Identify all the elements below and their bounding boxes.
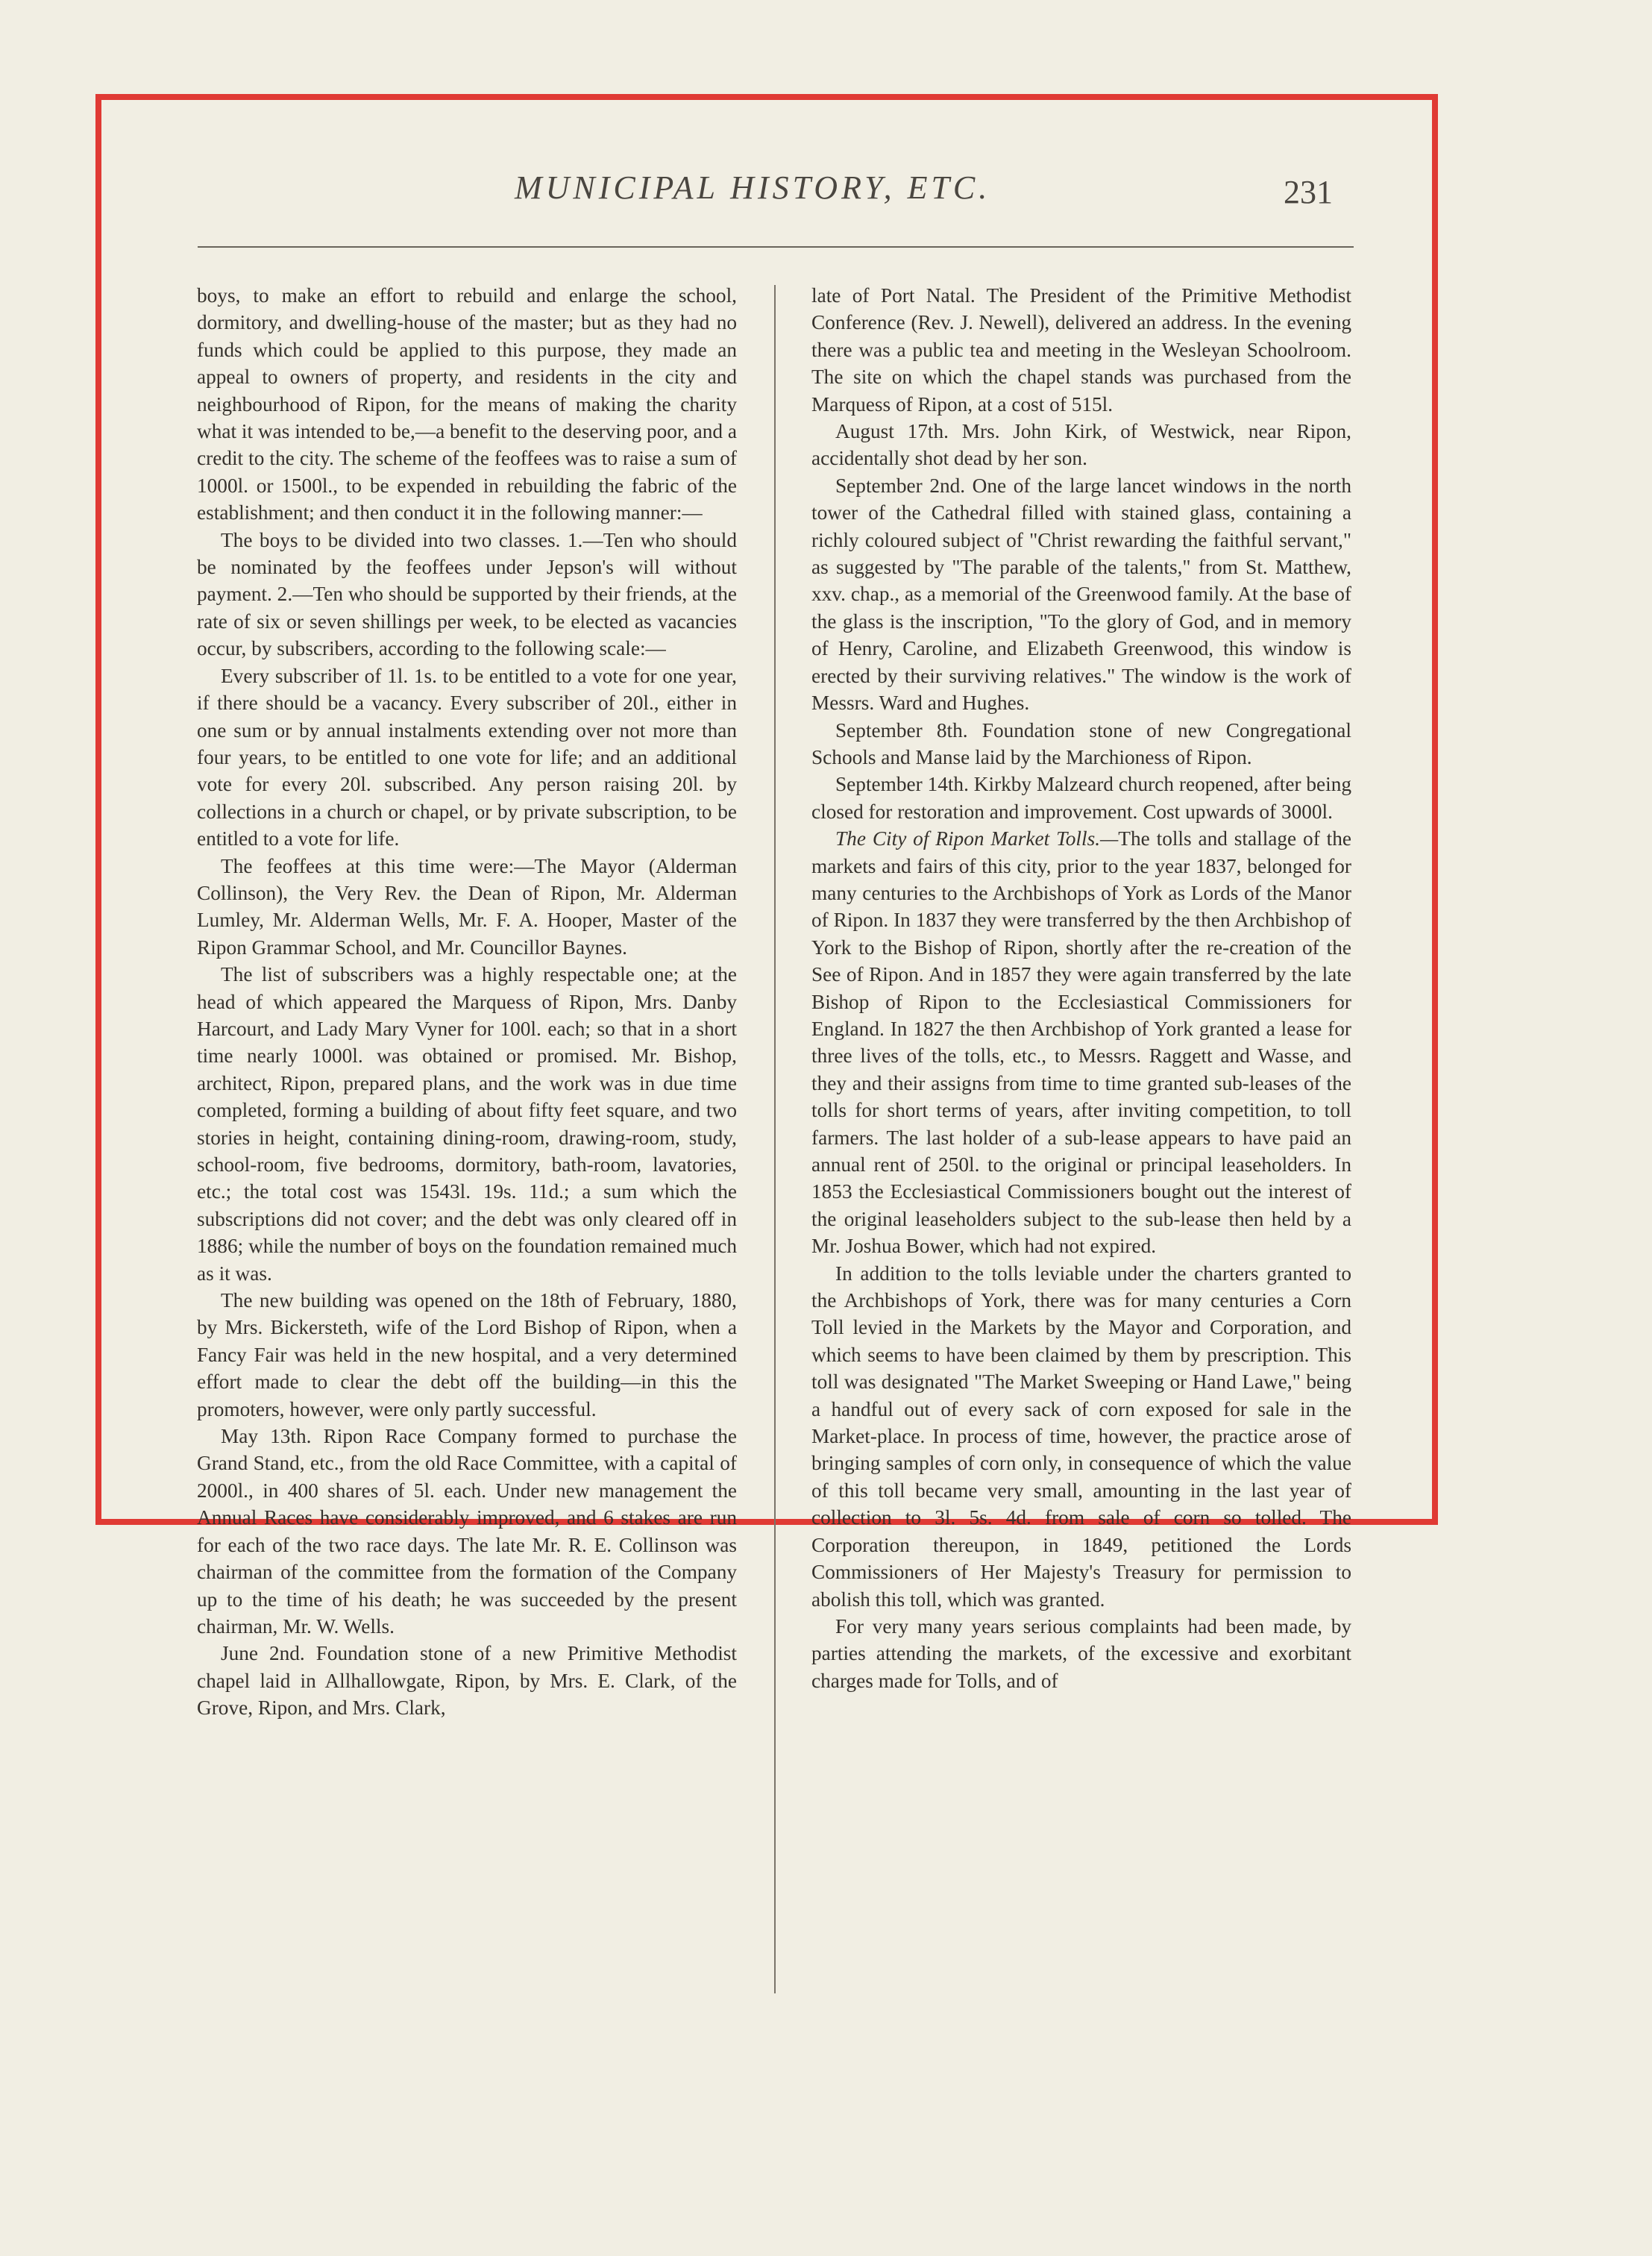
running-title: MUNICIPAL HISTORY, ETC. (515, 169, 991, 206)
paragraph: August 17th. Mrs. John Kirk, of Westwick, near Ripon, accidentally shot dead by her son. (811, 420, 1351, 470)
page-header (198, 164, 1354, 246)
paragraph: late of Port Natal. The President of the Primitive Methodist Conference (Rev. J. Newell), delivered an address. In the evening there was a public tea and meeting in the Wesleyan Schoolroom. The site on which the chapel stands was purchased from the Marquess of Ripon, at a cost of 515l. (811, 284, 1351, 416)
paragraph: The list of subscribers was a highly respectable one; at the head of which appeared the Marquess of Ripon, Mrs. Danby Harcourt, and Lady Mary Vyner for 100l. each; so that in a short time nearly 1000l. was obtained or promised. Mr. Bishop, architect, Ripon, prepared plans, and the work was in due time completed, forming a building of about fifty feet square, and two stories in height, containing dining-room, drawing-room, study, school-room, five bedrooms, dormitory, bath-room, lavatories, etc.; the total cost was 1543l. 19s. 11d.; a sum which the subscriptions did not cover; and the debt was only cleared off in 1886; while the number of boys on the foundation remained much as it was. (197, 963, 737, 1285)
column-divider (774, 285, 776, 1993)
section-heading: The City of Ripon Market Tolls.— (835, 827, 1119, 850)
left-column (197, 282, 737, 1722)
paragraph: The feoffees at this time were:—The Mayor (Alderman Collinson), the Very Rev. the Dean of Ripon, Mr. Alderman Lumley, Mr. Alderman Wells, Mr. F. A. Hooper, Master of the Ripon Grammar School, and Mr. Councillor Baynes. (197, 854, 737, 959)
paragraph: The boys to be divided into two classes. 1.—Ten who should be nominated by the feoffees under Jepson's will without payment. 2.—Ten who should be supported by their friends, at the rate of six or seven shillings per week, to be elected as vacancies occur, by subscribers, according to the following scale:— (197, 528, 737, 660)
paragraph-text: The tolls and stallage of the markets and fairs of this city, prior to the year 1837, belonged for many centuries to the Archbishops of York as Lords of the Manor of Ripon. In 1837 they were transferred by the then Archbishop of York to the Bishop of Ripon, shortly after the re-creation of the See of Ripon. And in 1857 they were again transferred by the late Bishop of Ripon to the Ecclesiastical Commissioners for England. In 1827 the then Archbishop of York granted a lease for three lives of the tolls, etc., to Messrs. Raggett and Wasse, and they and their assigns from time to time granted sub-leases of the tolls for short terms of years, after inviting competition, to toll farmers. The last holder of a sub-lease appears to have paid an annual rent of 250l. to the original or principal leaseholders. In 1853 the Ecclesiastical Commissioners bought out the interest of the original leaseholders subject to the sub-lease then held by a Mr. Joshua Bower, which had not expired. (811, 827, 1352, 1258)
paragraph (811, 825, 1351, 1260)
paragraph: September 8th. Foundation stone of new Congregational Schools and Manse laid by the Marchioness of Ripon. (811, 718, 1351, 768)
paragraph: May 13th. Ripon Race Company formed to purchase the Grand Stand, etc., from the old Race Committee, with a capital of 2000l., in 400 shares of 5l. each. Under new management the Annual Races have considerably improved, and 6 stakes are run for each of the two race days. The late Mr. R. E. Collinson was chairman of the committee from the formation of the Company up to the time of his death; he was succeeded by the present chairman, Mr. W. Wells. (197, 1425, 737, 1638)
paragraph: boys, to make an effort to rebuild and enlarge the school, dormitory, and dwelling-house of the master; but as they had no funds which could be applied to this purpose, they made an appeal to owners of property, and residents in the city and neighbourhood of Ripon, for the means of making the charity what it was intended to be,—a benefit to the deserving poor, and a credit to the city. The scheme of the feoffees was to raise a sum of 1000l. or 1500l., to be expended in rebuilding the fabric of the establishment; and then conduct it in the following manner:— (197, 284, 737, 524)
header-rule (198, 246, 1354, 248)
paragraph: For very many years serious complaints had been made, by parties attending the markets, of the excessive and exorbitant charges made for Tolls, and of (811, 1614, 1351, 1692)
right-column (811, 282, 1351, 1694)
page-number: 231 (1284, 174, 1333, 210)
paragraph: The new building was opened on the 18th of February, 1880, by Mrs. Bickersteth, wife of the Lord Bishop of Ripon, when a Fancy Fair was held in the new hospital, and a very determined effort made to clear the debt off the building—in this the promoters, however, were only partly successful. (197, 1289, 737, 1420)
paragraph: September 2nd. One of the large lancet windows in the north tower of the Cathedral filled with stained glass, containing a richly coloured subject of "Christ rewarding the faithful servant," as suggested by "The parable of the talents," from St. Matthew, xxv. chap., as a memorial of the Greenwood family. At the base of the glass is the inscription, "To the glory of God, and in memory of Henry, Caroline, and Elizabeth Greenwood, this window is erected by their surviving relatives." The window is the work of Messrs. Ward and Hughes. (811, 474, 1351, 715)
paragraph: September 14th. Kirkby Malzeard church reopened, after being closed for restoration and improvement. Cost upwards of 3000l. (811, 773, 1352, 823)
paragraph: Every subscriber of 1l. 1s. to be entitled to a vote for one year, if there should be a vacancy. Every subscriber of 20l., either in one sum or by annual instalments extending over not more than four years, to be entitled to one vote for life; and an additional vote for every 20l. subscribed. Any person raising 20l. by collections in a church or chapel, or by private subscription, to be entitled to a vote for life. (197, 664, 737, 850)
paragraph: In addition to the tolls leviable under the charters granted to the Archbishops of York, there was for many centuries a Corn Toll levied in the Markets by the Mayor and Corporation, and which seems to have been claimed by them by prescription. This toll was designated "The Market Sweeping or Hand Lawe," being a handful out of every sack of corn exposed for sale in the Market-place. In process of time, however, the practice arose of bringing samples of corn only, in consequence of which the value of this toll became very small, amounting in the last year of collection to 3l. 5s. 4d. from sale of corn so tolled. The Corporation thereupon, in 1849, petitioned the Lords Commissioners of Her Majesty's Treasury for permission to abolish this toll, which was granted. (811, 1262, 1351, 1611)
paragraph: June 2nd. Foundation stone of a new Primitive Methodist chapel laid in Allhallowgate, Ripon, by Mrs. E. Clark, of the Grove, Ripon, and Mrs. Clark, (197, 1642, 737, 1720)
